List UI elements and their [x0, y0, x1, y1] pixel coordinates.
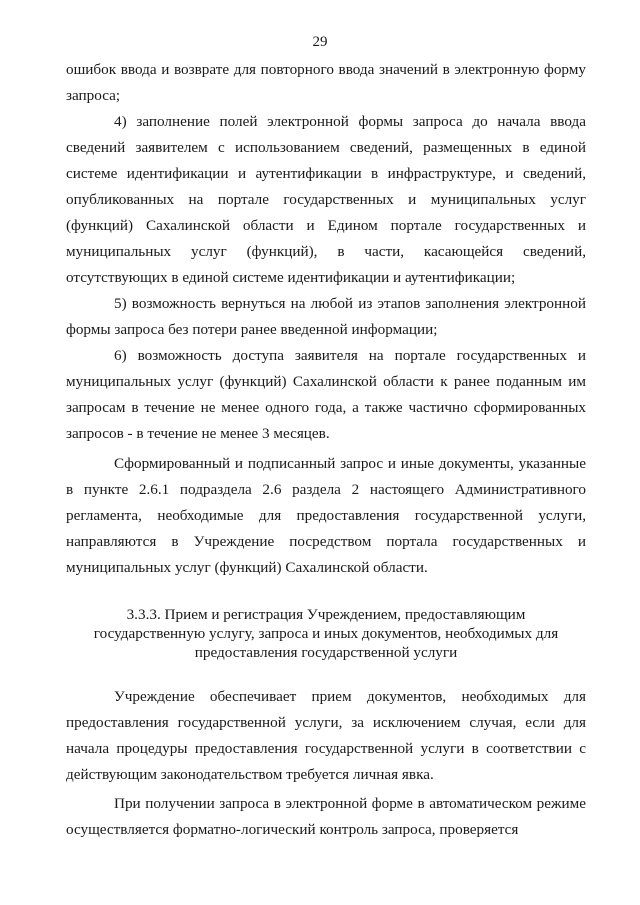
paragraph-item-6: 6) возможность доступа заявителя на портале государственных и муниципальных услуг (функций) Сахалинской области к ранее поданным им запросам в течение не менее одного года, а также частично сформированных запросов - в течение не менее 3 месяцев. [66, 347, 586, 442]
paragraph-electronic-request: При получении запроса в электронной форме в автоматическом режиме осуществляется форматно-логический контроль запроса, проверяется [66, 795, 586, 838]
paragraph-acceptance: Учреждение обеспечивает прием документов, необходимых для предоставления государственной услуги, за исключением случая, если для начала процедуры предоставления государственной услуги в соответствии с действующим законодательством требуется личная явка. [66, 688, 586, 783]
section-heading-line-3: предоставления государственной услуги [194, 644, 458, 661]
paragraph-item-4: 4) заполнение полей электронной формы запроса до начала ввода сведений заявителем с использованием сведений, размещенных в единой системе идентификации и аутентификации в инфраструктуре, и сведений, опубликованных на портале государственных и муниципальных услуг (функций) Сахалинской области и Едином портале государственных и муниципальных услуг (функций), в части, касающейся сведений, отсутствующих в единой системе идентификации и аутентификации; [66, 113, 586, 286]
section-heading [66, 605, 586, 662]
page-number: 29 [312, 34, 328, 50]
paragraph-continuation: ошибок ввода и возврате для повторного ввода значений в электронную форму запроса; [66, 61, 586, 104]
section-heading-line-2: государственную услугу, запроса и иных документов, необходимых для [93, 625, 559, 642]
paragraph-item-5: 5) возможность вернуться на любой из этапов заполнения электронной формы запроса без потери ранее введенной информации; [66, 295, 586, 338]
paragraph-submission: Сформированный и подписанный запрос и иные документы, указанные в пункте 2.6.1 подраздела 2.6 раздела 2 настоящего Административного регламента, необходимые для предоставления государственной услуги, направляются в Учреждение посредством портала государственных и муниципальных услуг (функций) Сахалинской области. [66, 455, 586, 576]
section-heading-line-1: 3.3.3. Прием и регистрация Учреждением, предоставляющим [126, 606, 526, 623]
